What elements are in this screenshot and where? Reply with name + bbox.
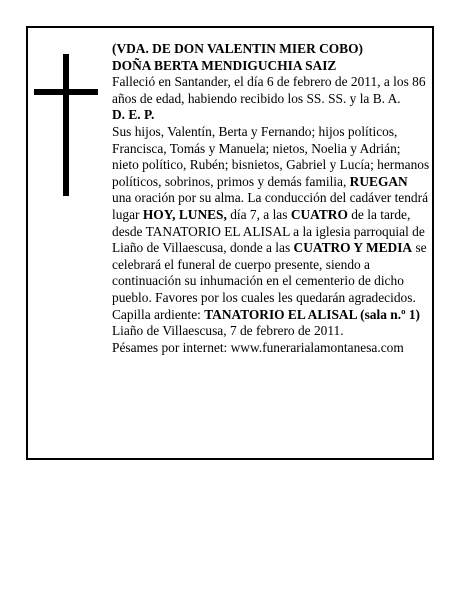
dep-line: D. E. P.	[112, 107, 155, 123]
cuatro-y-media-text: CUATRO Y MEDIA	[293, 240, 413, 256]
day-text: día 7, a las	[230, 206, 288, 222]
chapel-text: TANATORIO EL ALISAL (sala n.º 1)	[204, 306, 420, 322]
notice-text	[112, 41, 430, 356]
widow-line: (VDA. DE DON VALENTIN MIER COBO)	[112, 41, 363, 56]
death-paragraph: Falleció en Santander, el día 6 de febrero de 2011, a los 86 años de edad, habiendo recibido los SS. SS. y la B. A.	[112, 74, 426, 106]
hoy-lunes-text: HOY, LUNES,	[142, 206, 227, 222]
place-date: Liaño de Villaescusa, 7 de febrero de 2011.	[112, 323, 344, 339]
family-text: Sus hijos, Valentín, Berta y Fernando; hijos políticos, Francisca, Tomás y Manuela; nietos, Noelia y Adrián; nieto político, Rubén; bisnietos, Gabriel y Lucía; hermanos políticos, sobrinos, primos y demás familia,	[112, 123, 430, 189]
prayer-text: una oración por su alma. La conducción del cadáver tendrá lugar	[112, 190, 429, 222]
route-text: de la tarde, desde TANATORIO EL ALISAL a la iglesia parroquial de Liaño de Villaescusa, donde a las	[112, 206, 425, 256]
deceased-name: DOÑA BERTA MENDIGUCHIA SAIZ	[112, 57, 337, 73]
cuatro-text: CUATRO	[290, 206, 348, 222]
cross-horizontal-bar	[34, 89, 98, 95]
ruegan-text: RUEGAN	[349, 173, 408, 189]
cross-vertical-bar	[63, 54, 69, 196]
condolences-line: Pésames por internet: www.funerarialamontanesa.com	[112, 339, 404, 355]
obituary-notice	[26, 26, 434, 460]
funeral-text: se celebrará el funeral de cuerpo presente, siendo a continuación su inhumación en el cementerio de dicho pueblo. Favores por los cuales les quedarán agradecidos. Capilla ardiente:	[112, 240, 427, 322]
cross-icon	[34, 54, 98, 196]
announcement-paragraph	[112, 124, 430, 323]
